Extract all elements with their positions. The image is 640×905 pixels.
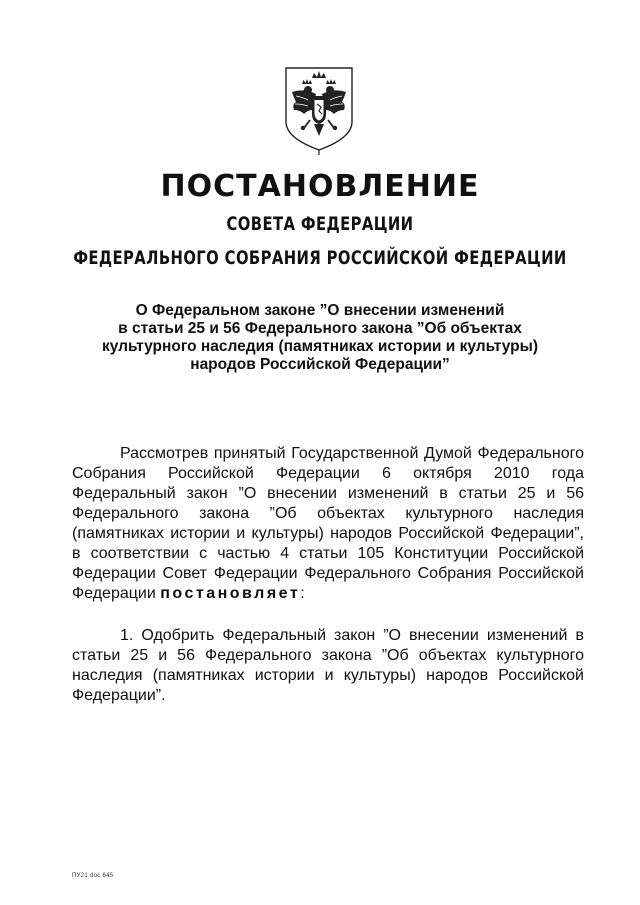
text-line: в соответствии с частью 4 статьи 105 Конституции Российской (72, 545, 584, 562)
resolves-keyword: постановляет (160, 585, 301, 602)
text-line: 1. Одобрить Федеральный закон ”О внесении изменений в (120, 627, 584, 644)
paragraph-item-1 (72, 626, 584, 706)
document-type-heading: ПОСТАНОВЛЕНИЕ (160, 169, 480, 204)
paragraph-preamble (72, 444, 584, 604)
body-text (72, 444, 584, 706)
subject-heading (80, 302, 560, 374)
text-line: Федерации Совет Федерации Федерального Собрания Российской (72, 565, 584, 582)
subject-line-2: в статьи 25 и 56 Федерального закона ”Об объектах (118, 320, 522, 337)
issuer-line-2: ФЕДЕРАЛЬНОГО СОБРАНИЯ РОССИЙСКОЙ ФЕДЕРАЦИИ (73, 247, 567, 269)
text-line: (памятниках истории и культуры) народов Российской Федерации”, (72, 525, 584, 542)
subject-line-1: О Федеральном законе ”О внесении изменений (135, 302, 505, 319)
text-line: Федеральный закон ”О внесении изменений в статьи 25 и 56 (72, 485, 584, 502)
issuer-line-1: СОВЕТА ФЕДЕРАЦИИ (226, 213, 414, 235)
text-line: Федерального закона ”Об объектах культурного наследия (72, 505, 584, 522)
footer-document-code: ПУ21 doc 645 (72, 873, 114, 879)
double-headed-eagle-emblem-icon (282, 64, 356, 156)
text-line: наследия (памятниках истории и культуры) народов Российской (72, 667, 584, 684)
subject-line-4: народов Российской Федерации” (190, 356, 450, 373)
text-line: Федерации”. (72, 687, 166, 704)
text-line (72, 584, 584, 604)
text-line: Рассмотрев принятый Государственной Думой Федерального (120, 445, 584, 462)
text-fragment: : (300, 585, 305, 602)
text-fragment: Федерации (72, 585, 161, 602)
title-block (0, 170, 640, 272)
text-line: Собрания Российской Федерации 6 октября 2010 года (72, 465, 584, 482)
subject-line-3: культурного наследия (памятниках истории и культуры) (101, 338, 539, 355)
text-line: статьи 25 и 56 Федерального закона ”Об объектах культурного (72, 647, 584, 664)
